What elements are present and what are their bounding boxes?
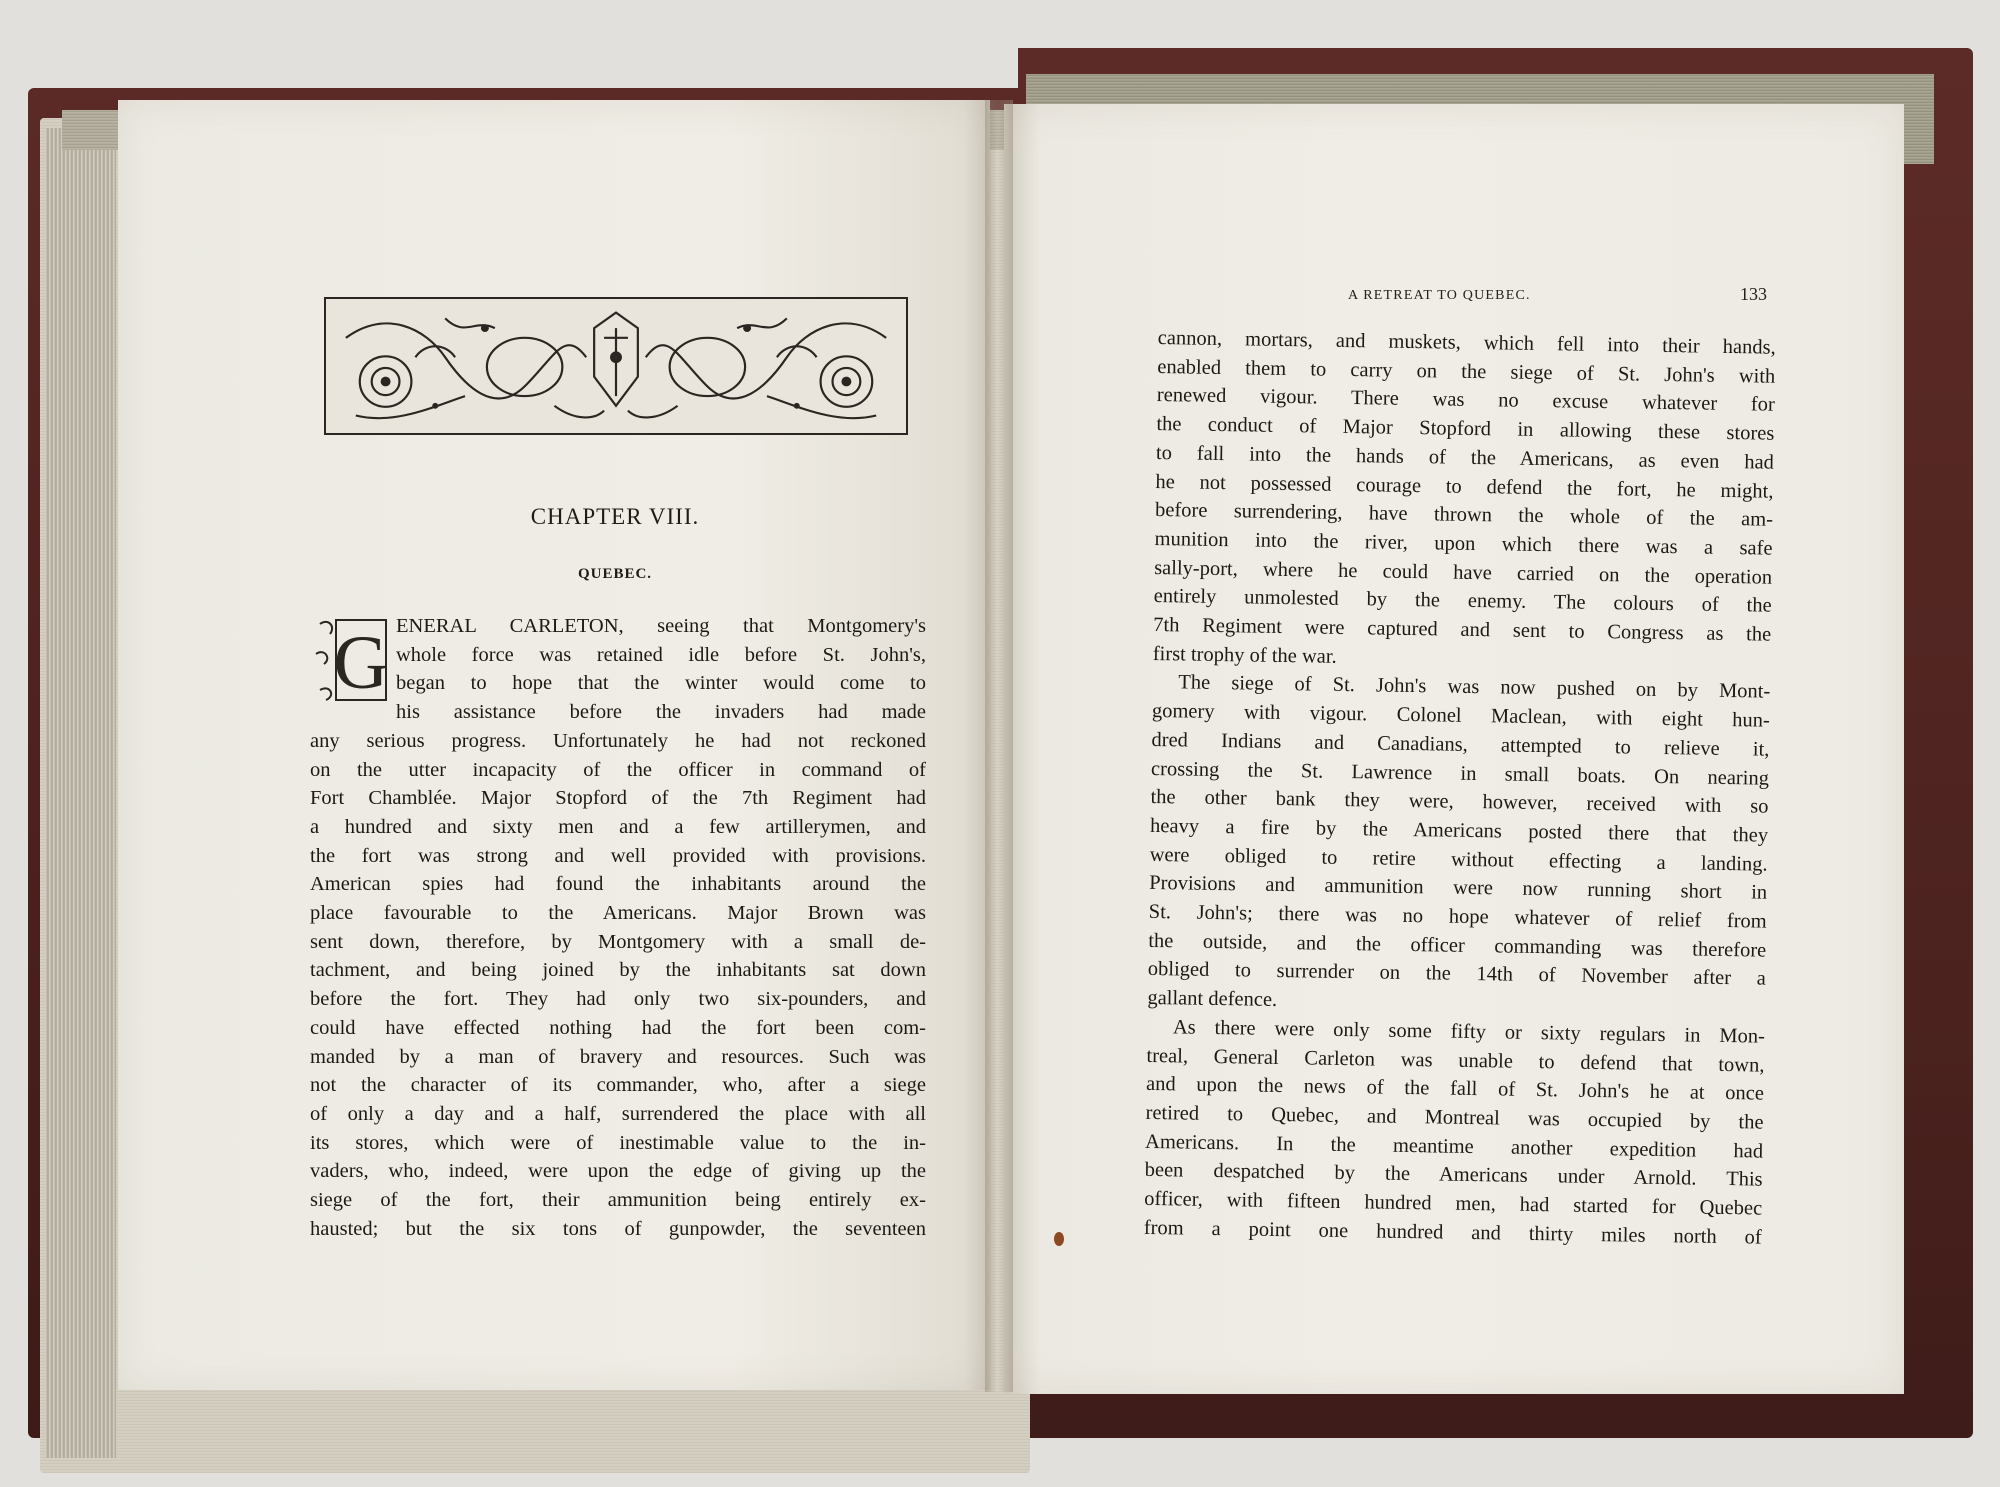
right-page-body	[1144, 324, 1776, 1252]
text-line: and upon the news of the fall of St. John's he at once	[1145, 1073, 1765, 1105]
text-line: been despatched by the Americans under Arnold. This	[1144, 1159, 1763, 1191]
text-line: he not possessed courage to defend the fort, he might,	[1155, 470, 1774, 503]
text-line: treal, General Carleton was unable to defend that town,	[1146, 1044, 1765, 1077]
text-line: before the fort. They had only two six-pounders, and	[310, 988, 926, 1011]
text-line: sally-port, where he could have carried on the operation	[1154, 556, 1773, 589]
text-line: Fort Chamblée. Major Stopford of the 7th Regiment had	[310, 787, 926, 810]
text-line: from a point one hundred and thirty miles north of	[1143, 1216, 1762, 1249]
text-line: American spies had found the inhabitants around the	[310, 873, 926, 896]
text-line: manded by a man of bravery and resources. Such was	[310, 1045, 926, 1068]
text-line: to fall into the hands of the Americans, as even had	[1155, 441, 1775, 474]
text-line: sent down, therefore, by Montgomery with a small de-	[310, 930, 926, 953]
page-edges-side	[46, 128, 116, 1458]
text-line: before surrendering, have thrown the whole of the am-	[1154, 499, 1774, 531]
text-line: whole force was retained idle before St. John's,	[396, 643, 926, 666]
text-line: heavy a fire by the Americans posted there that they	[1149, 814, 1769, 847]
text-line: entirely unmolested by the enemy. The colours of the	[1153, 585, 1772, 618]
text-line: place favourable to the Americans. Major Brown was	[310, 902, 926, 925]
book-gutter	[985, 100, 1013, 1392]
text-line: gomery with vigour. Colonel Maclean, with eight hun-	[1151, 700, 1771, 732]
text-line: ENERAL CARLETON, seeing that Montgomery's	[396, 615, 926, 637]
text-line: obliged to surrender on the 14th of November after a	[1147, 958, 1766, 991]
text-line: dred Indians and Canadians, attempted to relieve it,	[1151, 728, 1770, 761]
text-line: 7th Regiment were captured and sent to Congress as the	[1153, 613, 1772, 646]
text-line: first trophy of the war.	[1152, 642, 1337, 668]
text-line: began to hope that the winter would come to	[396, 672, 926, 695]
text-line: on the utter incapacity of the officer in command of	[310, 758, 926, 781]
text-line: of only a day and a half, surrendered the place with all	[310, 1102, 926, 1125]
text-line: siege of the fort, their ammunition being entirely ex-	[310, 1189, 926, 1212]
text-line: a hundred and sixty men and a few artillerymen, and	[310, 815, 926, 838]
text-line: the conduct of Major Stopford in allowing these stores	[1156, 413, 1775, 445]
text-line: any serious progress. Unfortunately he had not reckoned	[310, 729, 926, 752]
text-line: crossing the St. Lawrence in small boats. On nearing	[1150, 757, 1770, 790]
text-line: The siege of St. John's was now pushed on by Mont-	[1178, 671, 1771, 704]
text-line: the outside, and the officer commanding was therefore	[1148, 929, 1767, 962]
text-line: the fort was strong and well provided with provisions.	[310, 844, 926, 867]
page-number: 133	[1740, 284, 1767, 304]
text-line: gallant defence.	[1147, 987, 1278, 1012]
text-line: its stores, which were of inestimable value to the in-	[310, 1131, 926, 1154]
text-line: Americans. In the meantime another expedition had	[1144, 1130, 1764, 1163]
text-line: Provisions and ammunition were now running short in	[1149, 872, 1768, 904]
text-line: were obliged to retire without effecting a landing.	[1149, 843, 1768, 876]
text-line: officer, with fifteen hundred men, had started for Quebec	[1144, 1187, 1763, 1220]
text-line: As there were only some fifty or sixty regulars in Mon-	[1172, 1016, 1766, 1048]
chapter-title: CHAPTER VIII.	[530, 504, 700, 529]
text-line: retired to Quebec, and Montreal was occupied by the	[1145, 1101, 1764, 1134]
left-page-body	[310, 612, 926, 1243]
text-line: hausted; but the six tons of gunpowder, the seventeen	[310, 1217, 926, 1240]
running-head: A RETREAT TO QUEBEC.	[1348, 288, 1531, 303]
floral-ornament-icon	[324, 297, 908, 435]
text-line: not the character of its commander, who, after a siege	[310, 1074, 926, 1097]
dropcap-letter: G	[333, 621, 389, 705]
text-line: vaders, who, indeed, were upon the edge of giving up the	[310, 1160, 926, 1183]
text-line: the other bank they were, however, received with so	[1150, 786, 1769, 818]
text-line: cannon, mortars, and muskets, which fell into their hands,	[1157, 326, 1776, 359]
text-line: munition into the river, upon which there was a safe	[1154, 527, 1773, 560]
text-line: tachment, and being joined by the inhabitants sat down	[310, 959, 926, 982]
text-line: renewed vigour. There was no excuse whatever for	[1156, 384, 1775, 417]
chapter-subtitle: QUEBEC.	[577, 566, 653, 582]
foxing-spot	[1054, 1232, 1064, 1246]
text-line: enabled them to carry on the siege of St. John's with	[1157, 355, 1776, 388]
text-line: could have effected nothing had the fort been com-	[310, 1016, 926, 1039]
text-line: his assistance before the invaders had made	[396, 701, 926, 724]
text-line: St. John's; there was no hope whatever of relief from	[1148, 900, 1767, 933]
